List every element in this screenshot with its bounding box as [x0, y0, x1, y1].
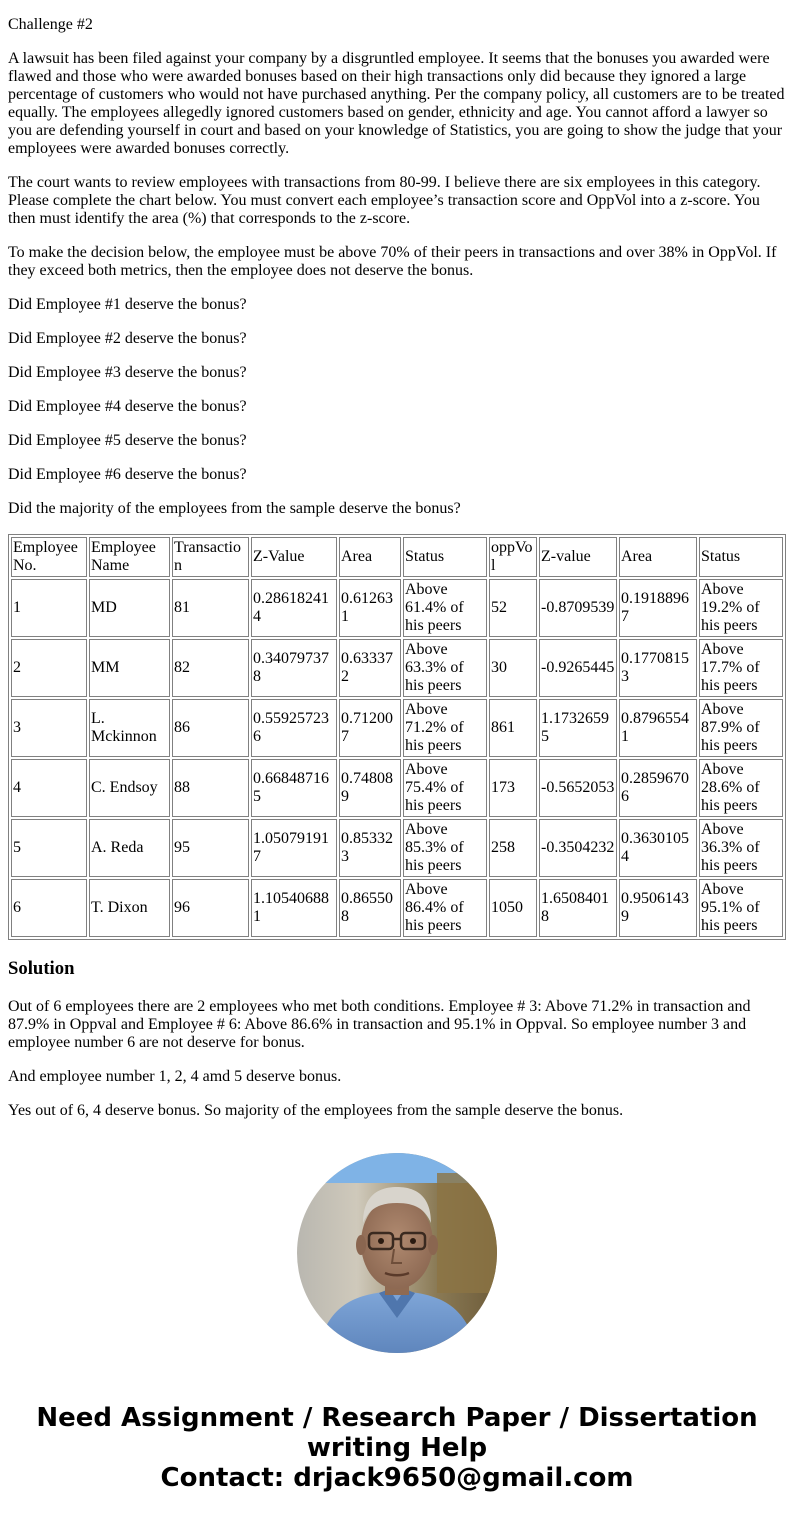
table-cell: 0.95061439 — [619, 879, 697, 937]
solution-paragraph-1: Out of 6 employees there are 2 employees who met both conditions. Employee # 3: Above 71.2% in transaction and 87.9% in Oppval and Employee # 6: Above 86.6% in transaction and 95.1% in Oppval. So employee number 3 and employee number 6 are not deserve for bonus. — [8, 998, 751, 1051]
employee-table-wrapper — [8, 534, 786, 940]
table-cell: -0.3504232 — [539, 819, 617, 877]
table-cell: Above 71.2% of his peers — [403, 699, 487, 757]
table-cell: 52 — [489, 579, 537, 637]
table-cell: C. Endsoy — [89, 759, 170, 817]
table-cell: 1050 — [489, 879, 537, 937]
table-cell: 1.65084018 — [539, 879, 617, 937]
table-cell: 1 — [11, 579, 87, 637]
table-cell: 88 — [172, 759, 249, 817]
table-cell: Above 87.9% of his peers — [699, 699, 783, 757]
table-cell: 861 — [489, 699, 537, 757]
question-2: Did Employee #2 deserve the bonus? — [8, 330, 247, 347]
table-cell: 0.865508 — [339, 879, 401, 937]
header-cell: Transaction — [172, 537, 249, 577]
question-majority: Did the majority of the employees from the sample deserve the bonus? — [8, 500, 461, 517]
solution-paragraph-2: And employee number 1, 2, 4 amd 5 deserve bonus. — [8, 1068, 342, 1085]
table-cell: 0.340797378 — [251, 639, 337, 697]
table-cell: Above 75.4% of his peers — [403, 759, 487, 817]
table-cell: 0.612631 — [339, 579, 401, 637]
challenge-title: Challenge #2 — [8, 16, 93, 33]
banner-line-2: writing Help — [306, 1433, 488, 1463]
table-cell: 95 — [172, 819, 249, 877]
table-cell: 3 — [11, 699, 87, 757]
table-cell: 0.668487165 — [251, 759, 337, 817]
header-cell: Area — [619, 537, 697, 577]
header-cell: oppVol — [489, 537, 537, 577]
table-row — [11, 579, 783, 637]
table-cell: 5 — [11, 819, 87, 877]
table-cell: Above 63.3% of his peers — [403, 639, 487, 697]
table-cell: 2 — [11, 639, 87, 697]
table-row — [11, 639, 783, 697]
table-cell: 4 — [11, 759, 87, 817]
table-cell: Above 17.7% of his peers — [699, 639, 783, 697]
header-cell: Employee Name — [89, 537, 170, 577]
document-body — [8, 16, 786, 1136]
table-cell: 258 — [489, 819, 537, 877]
contact-banner — [0, 1403, 794, 1493]
table-cell: 0.748089 — [339, 759, 401, 817]
banner-contact-line: Contact: drjack9650@gmail.com — [160, 1463, 634, 1493]
question-1: Did Employee #1 deserve the bonus? — [8, 296, 247, 313]
table-cell: 0.36301054 — [619, 819, 697, 877]
table-cell: 0.17708153 — [619, 639, 697, 697]
table-row — [11, 759, 783, 817]
question-3: Did Employee #3 deserve the bonus? — [8, 364, 247, 381]
table-cell: Above 86.4% of his peers — [403, 879, 487, 937]
solution-heading: Solution — [8, 958, 75, 979]
header-cell: Z-Value — [251, 537, 337, 577]
table-cell: 0.559257236 — [251, 699, 337, 757]
table-cell: 0.19188967 — [619, 579, 697, 637]
table-cell: MD — [89, 579, 170, 637]
table-cell: 82 — [172, 639, 249, 697]
employee-table — [8, 534, 786, 940]
table-cell: 0.853323 — [339, 819, 401, 877]
question-6: Did Employee #6 deserve the bonus? — [8, 466, 247, 483]
table-cell: 1.17326595 — [539, 699, 617, 757]
header-cell: Status — [699, 537, 783, 577]
table-cell: 81 — [172, 579, 249, 637]
table-cell: A. Reda — [89, 819, 170, 877]
table-cell: 6 — [11, 879, 87, 937]
table-cell: 0.286182414 — [251, 579, 337, 637]
table-cell: 0.712007 — [339, 699, 401, 757]
table-cell: 96 — [172, 879, 249, 937]
table-row — [11, 879, 783, 937]
avatar — [297, 1153, 497, 1353]
table-row — [11, 699, 783, 757]
solution-section — [8, 958, 786, 1120]
table-cell: MM — [89, 639, 170, 697]
question-4: Did Employee #4 deserve the bonus? — [8, 398, 247, 415]
table-cell: Above 19.2% of his peers — [699, 579, 783, 637]
table-cell: 1.105406881 — [251, 879, 337, 937]
question-5: Did Employee #5 deserve the bonus? — [8, 432, 247, 449]
table-cell: 30 — [489, 639, 537, 697]
intro-paragraph-1: A lawsuit has been filed against your company by a disgruntled employee. It seems that the bonuses you awarded were flawed and those who were awarded bonuses based on their high transactions only did because they ignored a large percentage of customers who would not have purchased anything. Per the company policy, all customers are to be treated equally. The employees allegedly ignored customers based on gender, ethnicity and age. You cannot afford a lawyer so you are defending yourself in court and based on your knowledge of Statistics, you are going to show the judge that your employees were awarded bonuses correctly. — [8, 50, 785, 157]
table-cell: -0.8709539 — [539, 579, 617, 637]
table-header-row — [11, 537, 783, 577]
table-cell: Above 85.3% of his peers — [403, 819, 487, 877]
intro-paragraph-2: The court wants to review employees with transactions from 80-99. I believe there are six employees in this category. Please complete the chart below. You must convert each employee’s transaction score and OppVol into a z-score. You then must identify the area (%) that corresponds to the z-score. — [8, 174, 761, 227]
table-cell: Above 28.6% of his peers — [699, 759, 783, 817]
table-cell: T. Dixon — [89, 879, 170, 937]
table-cell: Above 61.4% of his peers — [403, 579, 487, 637]
table-cell: Above 36.3% of his peers — [699, 819, 783, 877]
table-cell: 173 — [489, 759, 537, 817]
table-cell: -0.9265445 — [539, 639, 617, 697]
table-cell: 0.28596706 — [619, 759, 697, 817]
table-cell: 0.633372 — [339, 639, 401, 697]
table-cell: -0.5652053 — [539, 759, 617, 817]
table-cell: 86 — [172, 699, 249, 757]
table-cell: Above 95.1% of his peers — [699, 879, 783, 937]
banner-line-1: Need Assignment / Research Paper / Dissertation — [36, 1403, 758, 1433]
header-cell: Status — [403, 537, 487, 577]
header-cell: Area — [339, 537, 401, 577]
solution-paragraph-3: Yes out of 6, 4 deserve bonus. So majority of the employees from the sample deserve the bonus. — [8, 1102, 624, 1119]
table-cell: L. Mckinnon — [89, 699, 170, 757]
intro-paragraph-3: To make the decision below, the employee must be above 70% of their peers in transactions and over 38% in OppVol. If they exceed both metrics, then the employee does not deserve the bonus. — [8, 244, 777, 279]
header-cell: Z-value — [539, 537, 617, 577]
portrait-image — [297, 1153, 497, 1353]
table-row — [11, 819, 783, 877]
table-cell: 0.87965541 — [619, 699, 697, 757]
header-cell: Employee No. — [11, 537, 87, 577]
table-cell: 1.050791917 — [251, 819, 337, 877]
